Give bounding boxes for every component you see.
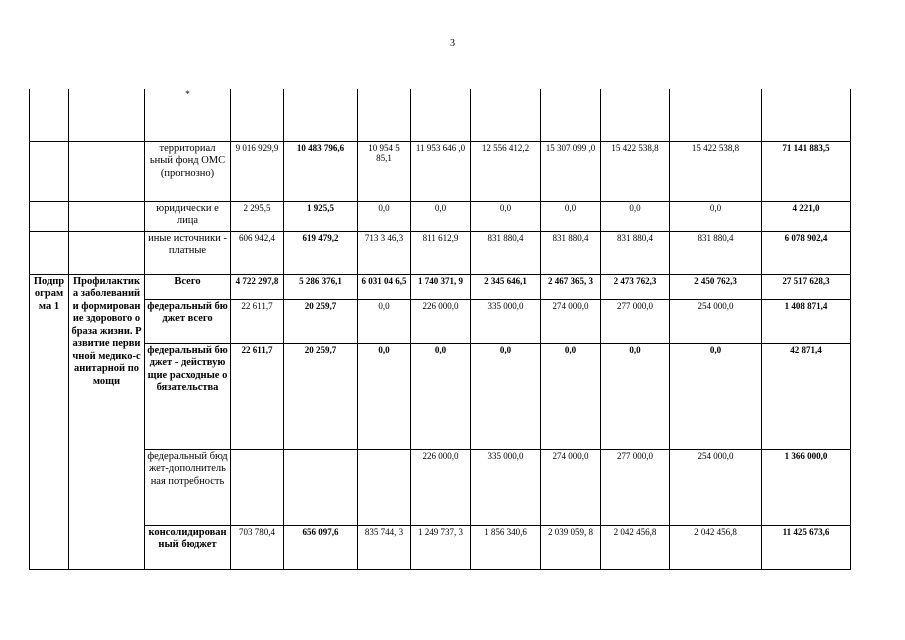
row-category: консолидированный бюджет — [145, 525, 231, 569]
cell-value: 12 556 412,2 — [471, 141, 541, 201]
cell-value: 15 307 099 ,0 — [541, 141, 601, 201]
table-row — [30, 449, 851, 525]
subprogram-name: Профилактика заболеваний и формирование здорового образа жизни. Развитие первичной медико-санитарной помощи — [69, 274, 145, 569]
table-row — [30, 141, 851, 201]
cell-value: 27 517 628,3 — [762, 274, 851, 299]
cell-value: 10 483 796,6 — [284, 141, 358, 201]
cell-value: 71 141 883,5 — [762, 141, 851, 201]
cell-value: 1 366 000,0 — [762, 449, 851, 525]
cell-value: 5 286 376,1 — [284, 274, 358, 299]
row-category: федеральный бюджет всего — [145, 299, 231, 343]
cell-value: 1 249 737, 3 — [411, 525, 471, 569]
table-row — [30, 231, 851, 274]
cell-value: 9 016 929,9 — [231, 141, 284, 201]
cell-value: 277 000,0 — [601, 299, 670, 343]
cell-value: 0,0 — [601, 343, 670, 449]
cell-value: 0,0 — [358, 299, 411, 343]
table-row — [30, 201, 851, 231]
cell-value: 2 467 365, 3 — [541, 274, 601, 299]
page-number: 3 — [450, 38, 455, 49]
row-category: федеральный бюджет - действующие расходные обязательства — [145, 343, 231, 449]
cell-value: 831 880,4 — [670, 231, 762, 274]
cell-value: 0,0 — [358, 201, 411, 231]
cell-value: 619 479,2 — [284, 231, 358, 274]
cell-value: 0,0 — [601, 201, 670, 231]
cell-value: 0,0 — [670, 343, 762, 449]
cell-value: 0,0 — [541, 343, 601, 449]
table-row — [30, 89, 851, 141]
cell-value: 22 611,7 — [231, 343, 284, 449]
cell-value: 11 425 673,6 — [762, 525, 851, 569]
table-row — [30, 525, 851, 569]
cell-value: 6 078 902,4 — [762, 231, 851, 274]
cell-value: 254 000,0 — [670, 449, 762, 525]
cell-value: 713 3 46,3 — [358, 231, 411, 274]
row-category: федеральный бюджет-дополнительная потребность — [145, 449, 231, 525]
cell-value: 0,0 — [471, 343, 541, 449]
cell-value: 0,0 — [411, 201, 471, 231]
table-row — [30, 343, 851, 449]
cell-value: 254 000,0 — [670, 299, 762, 343]
cell-value: 22 611,7 — [231, 299, 284, 343]
row-category: юридически е лица — [145, 201, 231, 231]
cell-value: 2 473 762,3 — [601, 274, 670, 299]
cell-value: 811 612,9 — [411, 231, 471, 274]
cell-value: 274 000,0 — [541, 299, 601, 343]
cell-value: 831 880,4 — [601, 231, 670, 274]
cell-value: 2 042 456,8 — [670, 525, 762, 569]
cell-value: 0,0 — [541, 201, 601, 231]
cell-value: 6 031 04 6,5 — [358, 274, 411, 299]
cell-value: 0,0 — [670, 201, 762, 231]
row-category: Всего — [145, 274, 231, 299]
subprogram-label: Подпрограмма 1 — [30, 274, 69, 569]
cell-value: 11 953 646 ,0 — [411, 141, 471, 201]
cell-value: 10 954 5 85,1 — [358, 141, 411, 201]
cell-value: 606 942,4 — [231, 231, 284, 274]
cell-value: 1 408 871,4 — [762, 299, 851, 343]
row-category: иные источники - платные — [145, 231, 231, 274]
cell-value: 2 039 059, 8 — [541, 525, 601, 569]
cell-value: 15 422 538,8 — [601, 141, 670, 201]
cell-value: 15 422 538,8 — [670, 141, 762, 201]
cell-value: 0,0 — [471, 201, 541, 231]
cell-value: 335 000,0 — [471, 449, 541, 525]
cell-value: 2 042 456,8 — [601, 525, 670, 569]
table-row — [30, 299, 851, 343]
cell-value: 835 744, 3 — [358, 525, 411, 569]
cell-value: 2 295,5 — [231, 201, 284, 231]
cell-value: 2 450 762,3 — [670, 274, 762, 299]
cell-value: 831 880,4 — [471, 231, 541, 274]
cell-value: 4 722 297,8 — [231, 274, 284, 299]
cell-value: 2 345 646,1 — [471, 274, 541, 299]
cell-value — [358, 449, 411, 525]
cell-value: 0,0 — [411, 343, 471, 449]
cell-value: 226 000,0 — [411, 449, 471, 525]
row-category: территориал ьный фонд ОМС (прогнозно) — [145, 141, 231, 201]
row-category: * — [145, 89, 231, 141]
budget-table — [29, 89, 851, 570]
cell-value: 0,0 — [358, 343, 411, 449]
cell-value — [284, 449, 358, 525]
cell-value: 277 000,0 — [601, 449, 670, 525]
cell-value: 335 000,0 — [471, 299, 541, 343]
cell-value — [231, 449, 284, 525]
cell-value: 1 740 371, 9 — [411, 274, 471, 299]
cell-value: 20 259,7 — [284, 299, 358, 343]
table-row — [30, 274, 851, 299]
cell-value: 4 221,0 — [762, 201, 851, 231]
cell-value: 42 871,4 — [762, 343, 851, 449]
cell-value: 656 097,6 — [284, 525, 358, 569]
cell-value: 831 880,4 — [541, 231, 601, 274]
cell-value: 703 780,4 — [231, 525, 284, 569]
cell-value: 1 856 340,6 — [471, 525, 541, 569]
cell-value: 20 259,7 — [284, 343, 358, 449]
cell-value: 1 925,5 — [284, 201, 358, 231]
cell-value: 226 000,0 — [411, 299, 471, 343]
cell-value: 274 000,0 — [541, 449, 601, 525]
